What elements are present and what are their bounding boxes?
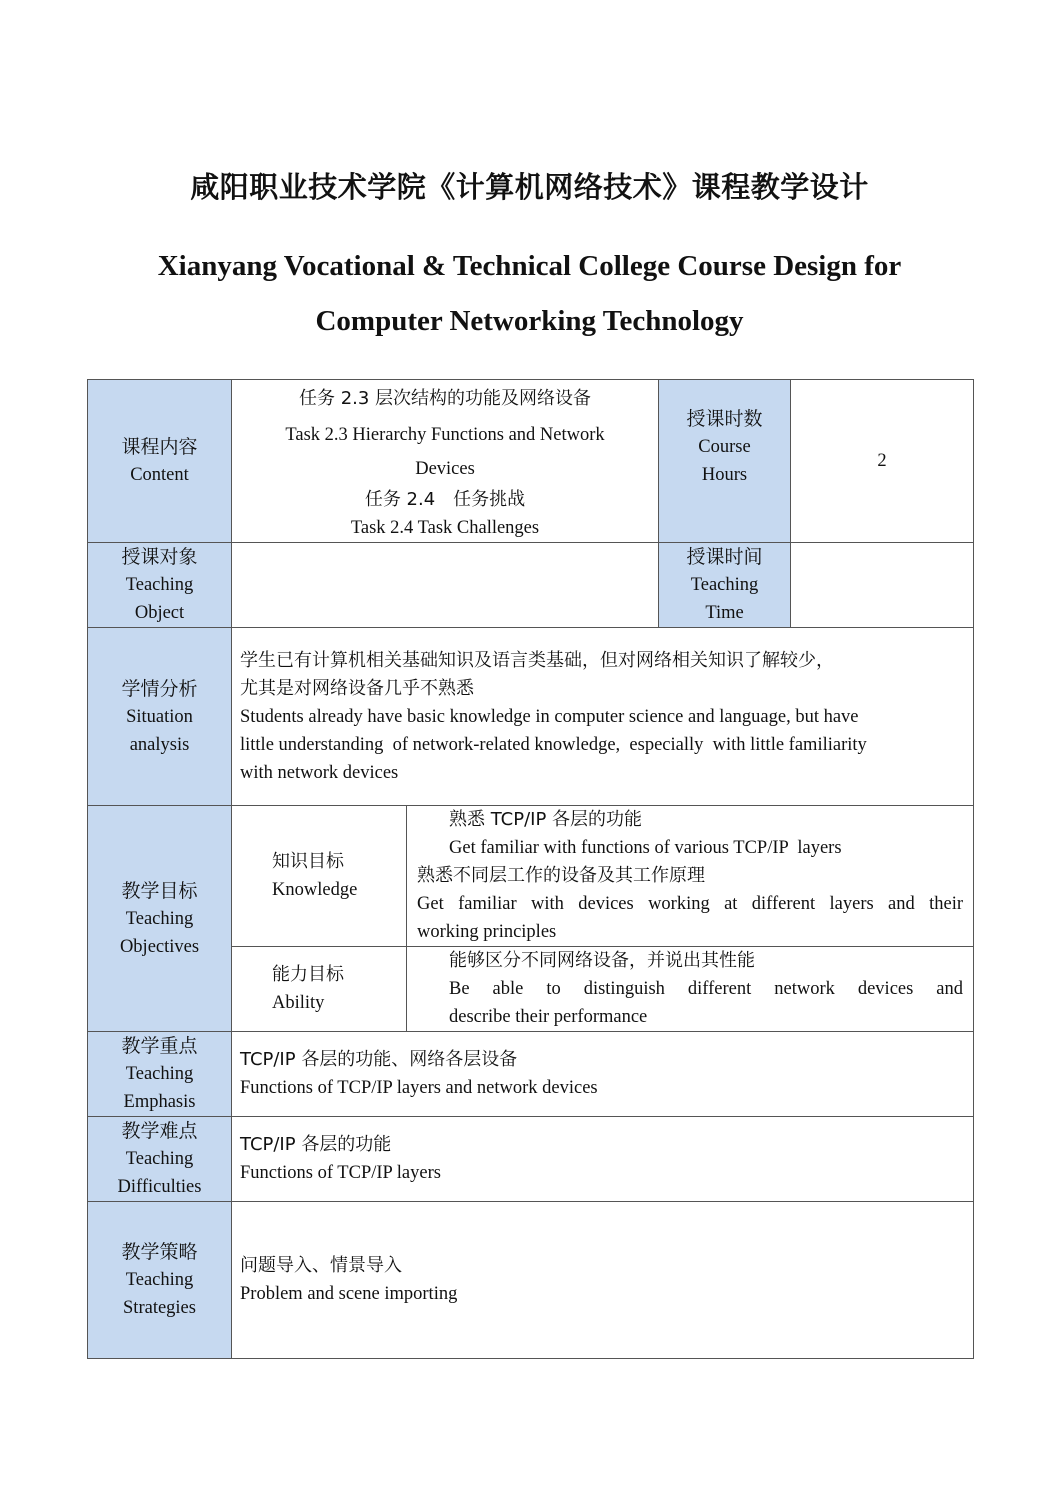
difficulties-value: TCP/IP 各层的功能 Functions of TCP/IP layers bbox=[232, 1117, 974, 1202]
row-strategies bbox=[88, 1202, 974, 1359]
strategies-value: 问题导入、情景导入 Problem and scene importing bbox=[232, 1202, 974, 1359]
knowledge-value: 熟悉 TCP/IP 各层的功能 Get familiar with functions of various TCP/IP layers 熟悉不同层工作的设备及其工作原理 Get familiar with devices working at different layers and their working principles bbox=[407, 806, 974, 947]
course-hours-value: 2 bbox=[791, 380, 974, 543]
label-course-hours: 授课时数 Course Hours bbox=[659, 380, 791, 543]
row-difficulties bbox=[88, 1117, 974, 1202]
label-teaching-object: 授课对象 Teaching Object bbox=[88, 543, 232, 628]
course-design-table bbox=[87, 379, 974, 1359]
teaching-time-value bbox=[791, 543, 974, 628]
label-strategies: 教学策略 Teaching Strategies bbox=[88, 1202, 232, 1359]
content-line-1: 任务 2.3 层次结构的功能及网络设备 bbox=[298, 388, 592, 409]
document-title-en-line2: Computer Networking Technology bbox=[315, 305, 744, 337]
content-line-2: Task 2.3 Hierarchy Functions and Network bbox=[285, 425, 605, 445]
label-objectives: 教学目标 Teaching Objectives bbox=[88, 806, 232, 1032]
label-difficulties: 教学难点 Teaching Difficulties bbox=[88, 1117, 232, 1202]
content-line-3: Devices bbox=[415, 459, 475, 479]
label-knowledge: 知识目标 Knowledge bbox=[232, 806, 407, 947]
label-situation: 学情分析 Situation analysis bbox=[88, 628, 232, 806]
situation-value: 学生已有计算机相关基础知识及语言类基础，但对网络相关知识了解较少， 尤其是对网络设备几乎不熟悉 Students already have basic knowledge in computer science and language, but have little understanding of network-related knowledge, especially with little familiarity with network devices bbox=[232, 628, 974, 806]
label-teaching-time: 授课时间 Teaching Time bbox=[659, 543, 791, 628]
row-teaching-object bbox=[88, 543, 974, 628]
row-objectives-knowledge bbox=[88, 806, 974, 947]
row-situation bbox=[88, 628, 974, 806]
document-title-cn: 咸阳职业技术学院《计算机网络技术》课程教学设计 bbox=[190, 170, 869, 204]
row-emphasis bbox=[88, 1032, 974, 1117]
content-line-4: 任务 2.4 任务挑战 bbox=[364, 489, 526, 510]
emphasis-value: TCP/IP 各层的功能、网络各层设备 Functions of TCP/IP layers and network devices bbox=[232, 1032, 974, 1117]
row-content bbox=[88, 380, 974, 543]
ability-value: 能够区分不同网络设备，并说出其性能 Be able to distinguish different network devices and describe their performance bbox=[407, 947, 974, 1032]
teaching-object-value bbox=[232, 543, 659, 628]
label-content: 课程内容 Content bbox=[88, 380, 232, 543]
content-value bbox=[232, 380, 659, 543]
document-title-en-line1: Xianyang Vocational & Technical College Course Design for bbox=[157, 250, 902, 282]
label-ability: 能力目标 Ability bbox=[232, 947, 407, 1032]
content-line-5: Task 2.4 Task Challenges bbox=[350, 518, 540, 538]
label-emphasis: 教学重点 Teaching Emphasis bbox=[88, 1032, 232, 1117]
